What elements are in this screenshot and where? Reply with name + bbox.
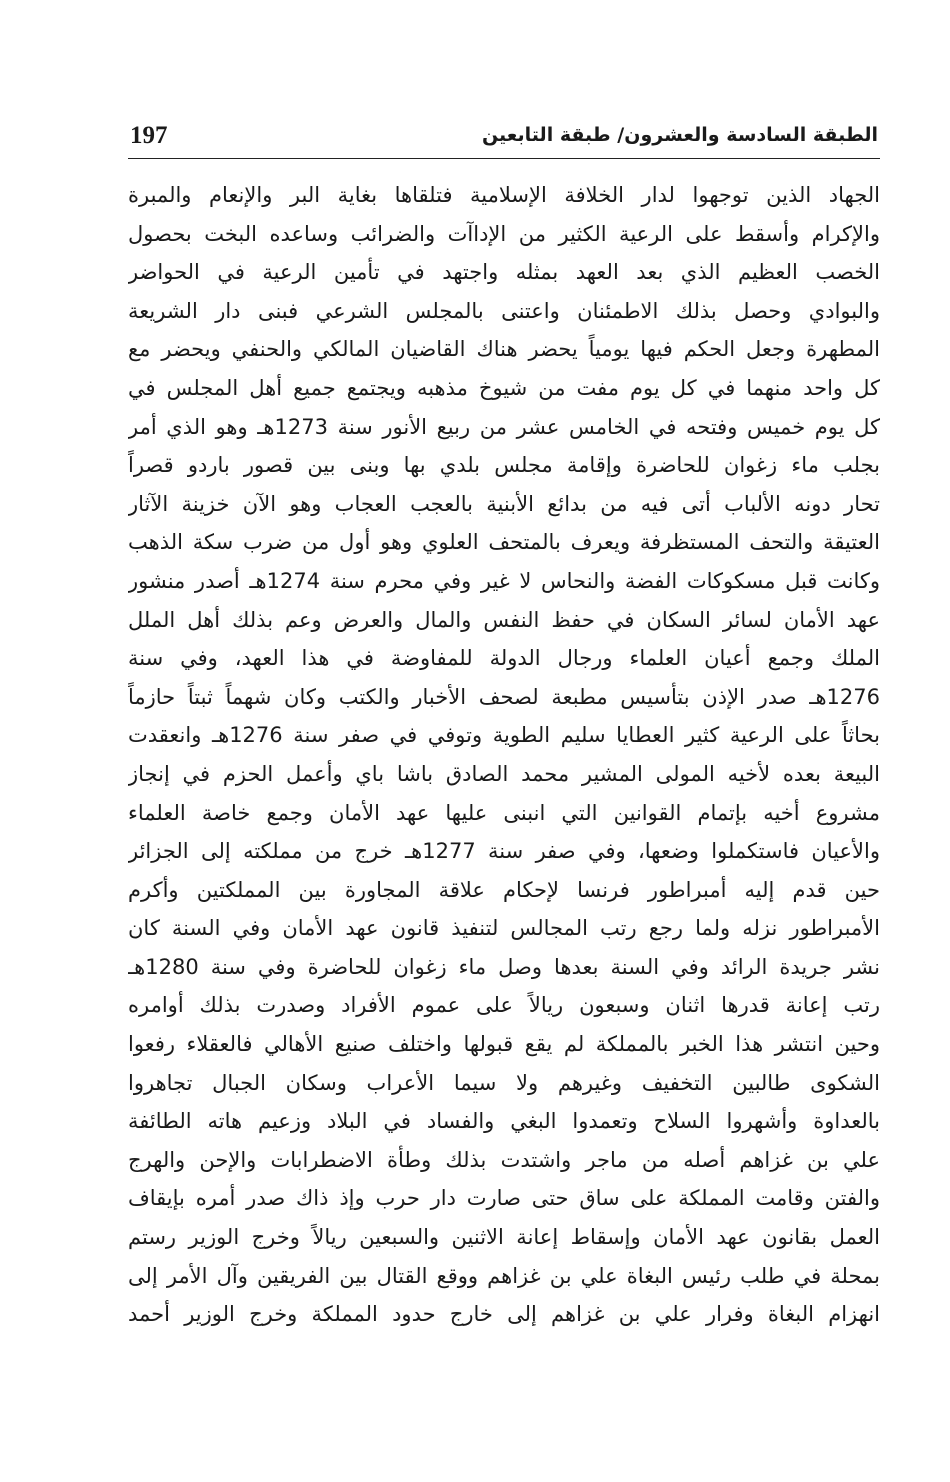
text-line: بجلب ماء زغوان للحاضرة وإقامة مجلس بلدي بها وبنى بين قصور باردو قصراً [128, 453, 880, 478]
text-line: البيعة بعده لأخيه المولى المشير محمد الصادق باشا باي وأعمل الحزم في إنجاز [128, 761, 880, 786]
page-number: 197 [130, 122, 168, 149]
running-title: الطبقة السادسة والعشرون/ طبقة التابعين [481, 124, 878, 146]
page-header [128, 112, 880, 159]
text-line: بمحلة في طلب رئيس البغاة علي بن غزاهم ووقع القتال بين الفريقين وآل الأمر إلى [128, 1263, 880, 1288]
text-line: وكانت قبل مسكوكات الفضة والنحاس لا غير وفي محرم سنة 1274هـ أصدر منشور [128, 568, 880, 593]
text-line: الملك وجمع أعيان العلماء ورجال الدولة للمفاوضة في هذا العهد، وفي سنة [128, 646, 880, 671]
text-line: والأعيان فاستكملوا وضعها، وفي صفر سنة 1277هـ خرج من مملكته إلى الجزائر [128, 839, 880, 864]
text-line: والإكرام وأسقط على الرعية الكثير من الإداآت والضرائب وساعده البخت بحصول [128, 221, 880, 246]
text-line: كل يوم خميس وفتحه في الخامس عشر من ربيع الأنور سنة 1273هـ وهو الذي أمر [128, 414, 880, 439]
text-line: والبوادي وحصل بذلك الاطمئنان واعتنى بالمجلس الشرعي فبنى دار الشريعة [128, 298, 880, 323]
text-line: مشروع أخيه بإتمام القوانين التي انبنى عليها عهد الأمان وجمع خاصة العلماء [128, 800, 880, 825]
text-line: عهد الأمان لسائر السكان في حفظ النفس والمال والعرض وعم بذلك أهل الملل [128, 607, 880, 632]
text-line: نشر جريدة الرائد وفي السنة بعدها وصل ماء زغوان للحاضرة وفي سنة 1280هـ [128, 954, 880, 979]
text-line: الشكوى طالبين التخفيف وغيرهم ولا سيما الأعراب وسكان الجبال تجاهروا [128, 1070, 880, 1095]
text-line: كل واحد منهما في كل يوم مفت من شيوخ مذهبه ويجتمع جميع أهل المجلس في [128, 375, 880, 400]
text-line: 1276هـ صدر الإذن بتأسيس مطبعة لصحف الأخبار والكتب وكان شهماً ثبتاً حازماً [128, 684, 880, 709]
text-line: حين قدم إليه أمبراطور فرنسا لإحكام علاقة المجاورة بين المملكتين وأكرم [128, 877, 880, 902]
text-line: المطهرة وجعل الحكم فيها يومياً يحضر هناك القاضيان المالكي والحنفي ويحضر مع [128, 337, 880, 362]
text-line: بحاثاً على الرعية كثير العطايا سليم الطوية وتوفي في صفر سنة 1276هـ وانعقدت [128, 723, 880, 748]
text-line: الأمبراطور نزله ولما رجع رتب المجالس لتنفيذ قانون عهد الأمان وفي السنة كان [128, 916, 880, 941]
body-text [128, 176, 880, 1334]
text-line: علي بن غزاهم أصله من ماجر واشتدت بذلك وطأة الاضطرابات والإحن والهرج [128, 1147, 880, 1172]
text-line: الخصب العظيم الذي بعد العهد بمثله واجتهد في تأمين الرعية في الحواضر [128, 260, 880, 285]
text-line: العتيقة والتحف المستظرفة ويعرف بالمتحف العلوي وهو أول من ضرب سكة الذهب [128, 530, 880, 555]
text-line: رتب إعانة قدرها اثنان وسبعون ريالاً على عموم الأفراد وصدرت بذلك أوامره [128, 993, 880, 1018]
text-line: وحين انتشر هذا الخبر بالمملكة لم يقع قبولها واختلف صنيع الأهالي فالعقلاء رفعوا [128, 1032, 880, 1057]
text-line: والفتن وقامت المملكة على ساق حتى صارت دار حرب وإذ ذاك صدر أمره بإيقاف [128, 1186, 880, 1211]
text-line: بالعداوة وأشهروا السلاح وتعمدوا البغي والفساد في البلاد وزعيم هاته الطائفة [128, 1109, 880, 1134]
text-line: الجهاد الذين توجهوا لدار الخلافة الإسلامية فتلقاها بغاية البر والإنعام والمبرة [128, 183, 880, 207]
text-line: العمل بقانون عهد الأمان وإسقاط إعانة الاثنين والسبعين ريالاً وخرج الوزير رستم [128, 1225, 880, 1250]
text-line: انهزام البغاة وفرار علي بن غزاهم إلى خارج حدود المملكة وخرج الوزير أحمد [128, 1302, 880, 1327]
text-line: تحار دونه الألباب أتى فيه من بدائع الأبنية بالعجب العجاب وهو الآن خزينة الآثار [128, 491, 880, 516]
